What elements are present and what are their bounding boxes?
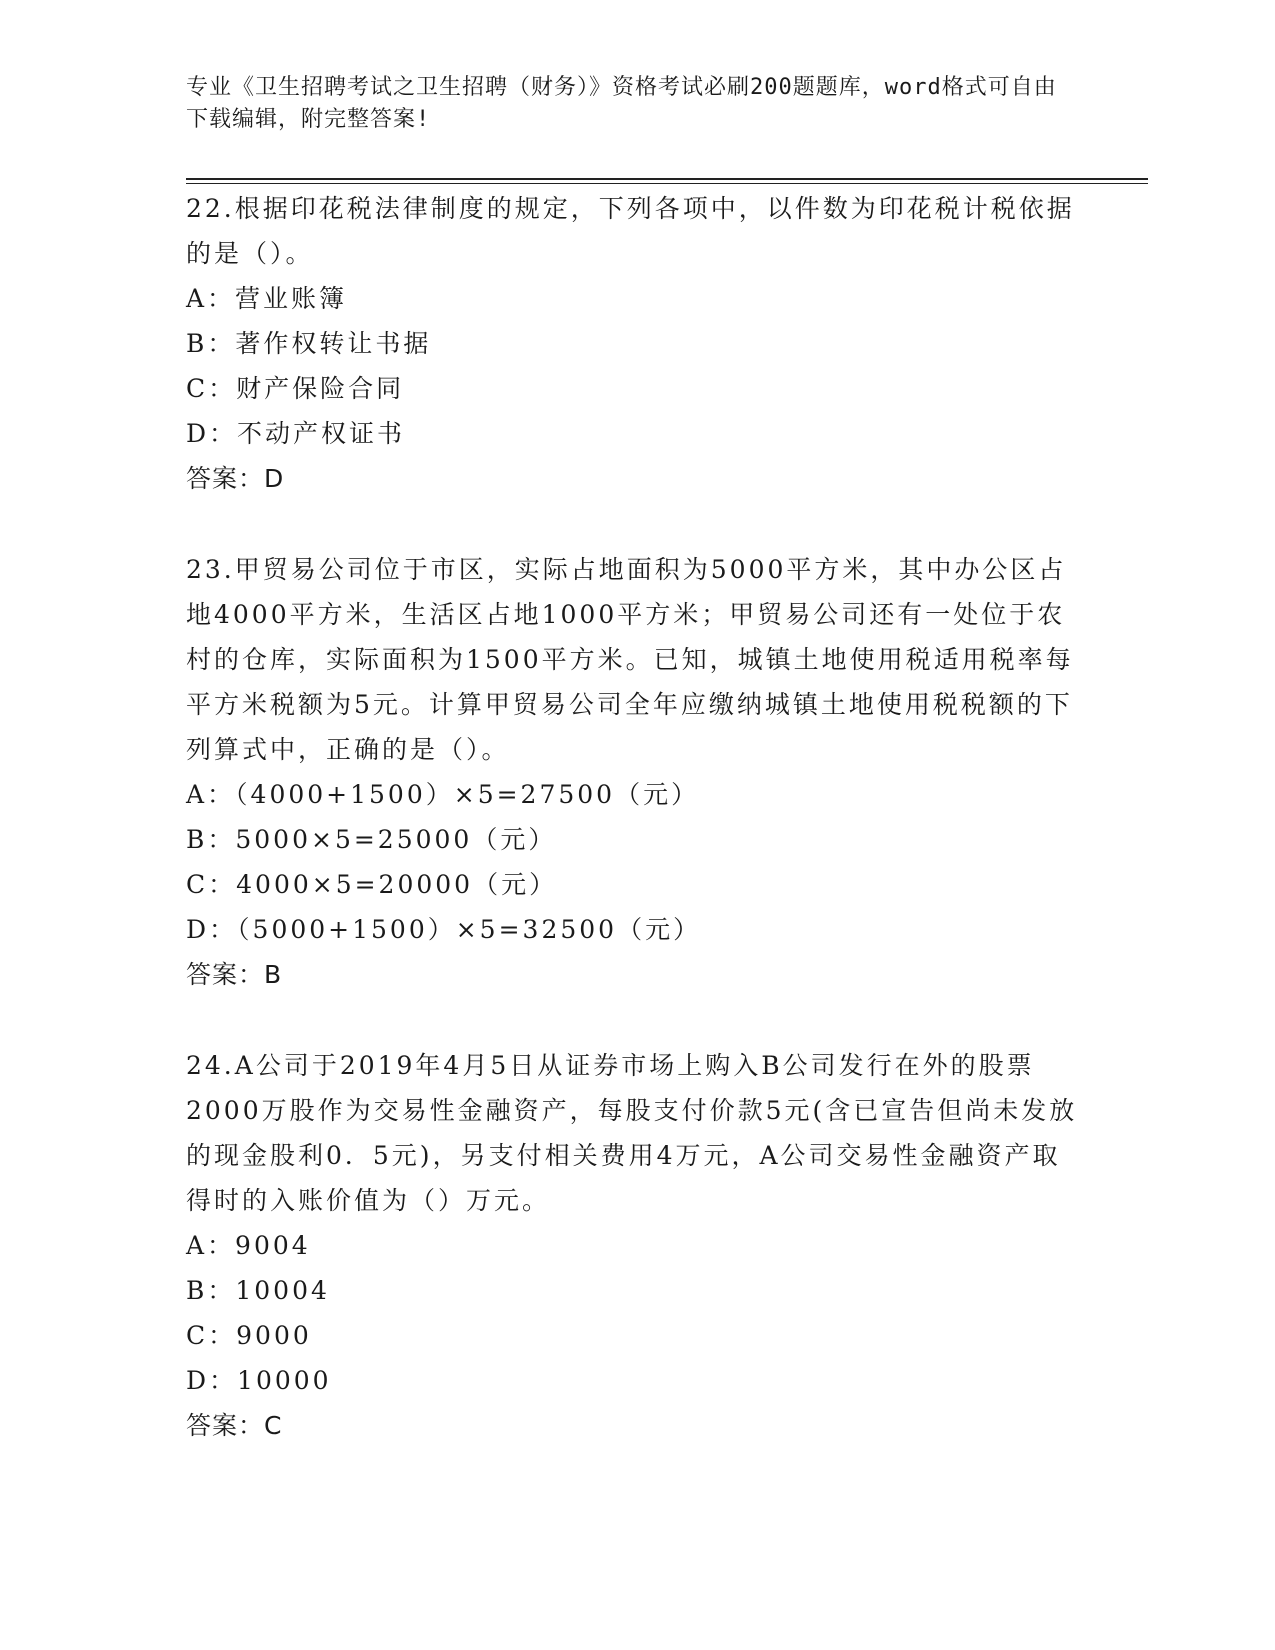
option-a: A：9004: [186, 1231, 311, 1260]
question-stem: 23.甲贸易公司位于市区，实际占地面积为5000平方米，其中办公区占地4000平方米，生活区占地1000平方米；甲贸易公司还有一处位于农村的仓库，实际面积为1500平方米。已知，城镇土地使用税适用税率每平方米税额为5元。计算甲贸易公司全年应缴纳城镇土地使用税税额的下列算式中，正确的是（）。: [186, 555, 1074, 764]
answer-line: 答案：D: [186, 464, 285, 493]
option-c: C：9000: [186, 1321, 312, 1350]
question-24: [186, 1043, 1086, 1448]
question-stem: 22.根据印花税法律制度的规定，下列各项中，以件数为印花税计税依据的是（）。: [186, 194, 1075, 268]
option-c: C：财产保险合同: [186, 374, 405, 403]
question-list: [186, 186, 1086, 1494]
option-a: A：营业账簿: [186, 284, 348, 313]
header-divider-thick: [186, 178, 1148, 180]
option-d: D：10000: [186, 1366, 332, 1395]
header-divider-thin: [186, 183, 1148, 184]
option-b: B：5000×5=25000（元）: [186, 825, 557, 854]
option-d: D：不动产权证书: [186, 419, 406, 448]
option-c: C：4000×5=20000（元）: [186, 870, 558, 899]
question-23: [186, 547, 1086, 997]
option-a: A：（4000+1500）×5=27500（元）: [186, 780, 700, 809]
option-b: B：10004: [186, 1276, 330, 1305]
option-d: D：（5000+1500）×5=32500（元）: [186, 915, 702, 944]
answer-line: 答案：B: [186, 960, 283, 989]
answer-line: 答案：C: [186, 1411, 283, 1440]
question-stem: 24.A公司于2019年4月5日从证券市场上购入B公司发行在外的股票2000万股作为交易性金融资产，每股支付价款5元(含已宣告但尚未发放的现金股利0．5元)，另支付相关费用4万元，A公司交易性金融资产取得时的入账价值为（）万元。: [186, 1051, 1078, 1215]
question-22: [186, 186, 1086, 501]
option-b: B：著作权转让书据: [186, 329, 432, 358]
document-header: 专业《卫生招聘考试之卫生招聘（财务）》资格考试必刷200题题库，word格式可自由下载编辑，附完整答案!: [186, 75, 1057, 132]
